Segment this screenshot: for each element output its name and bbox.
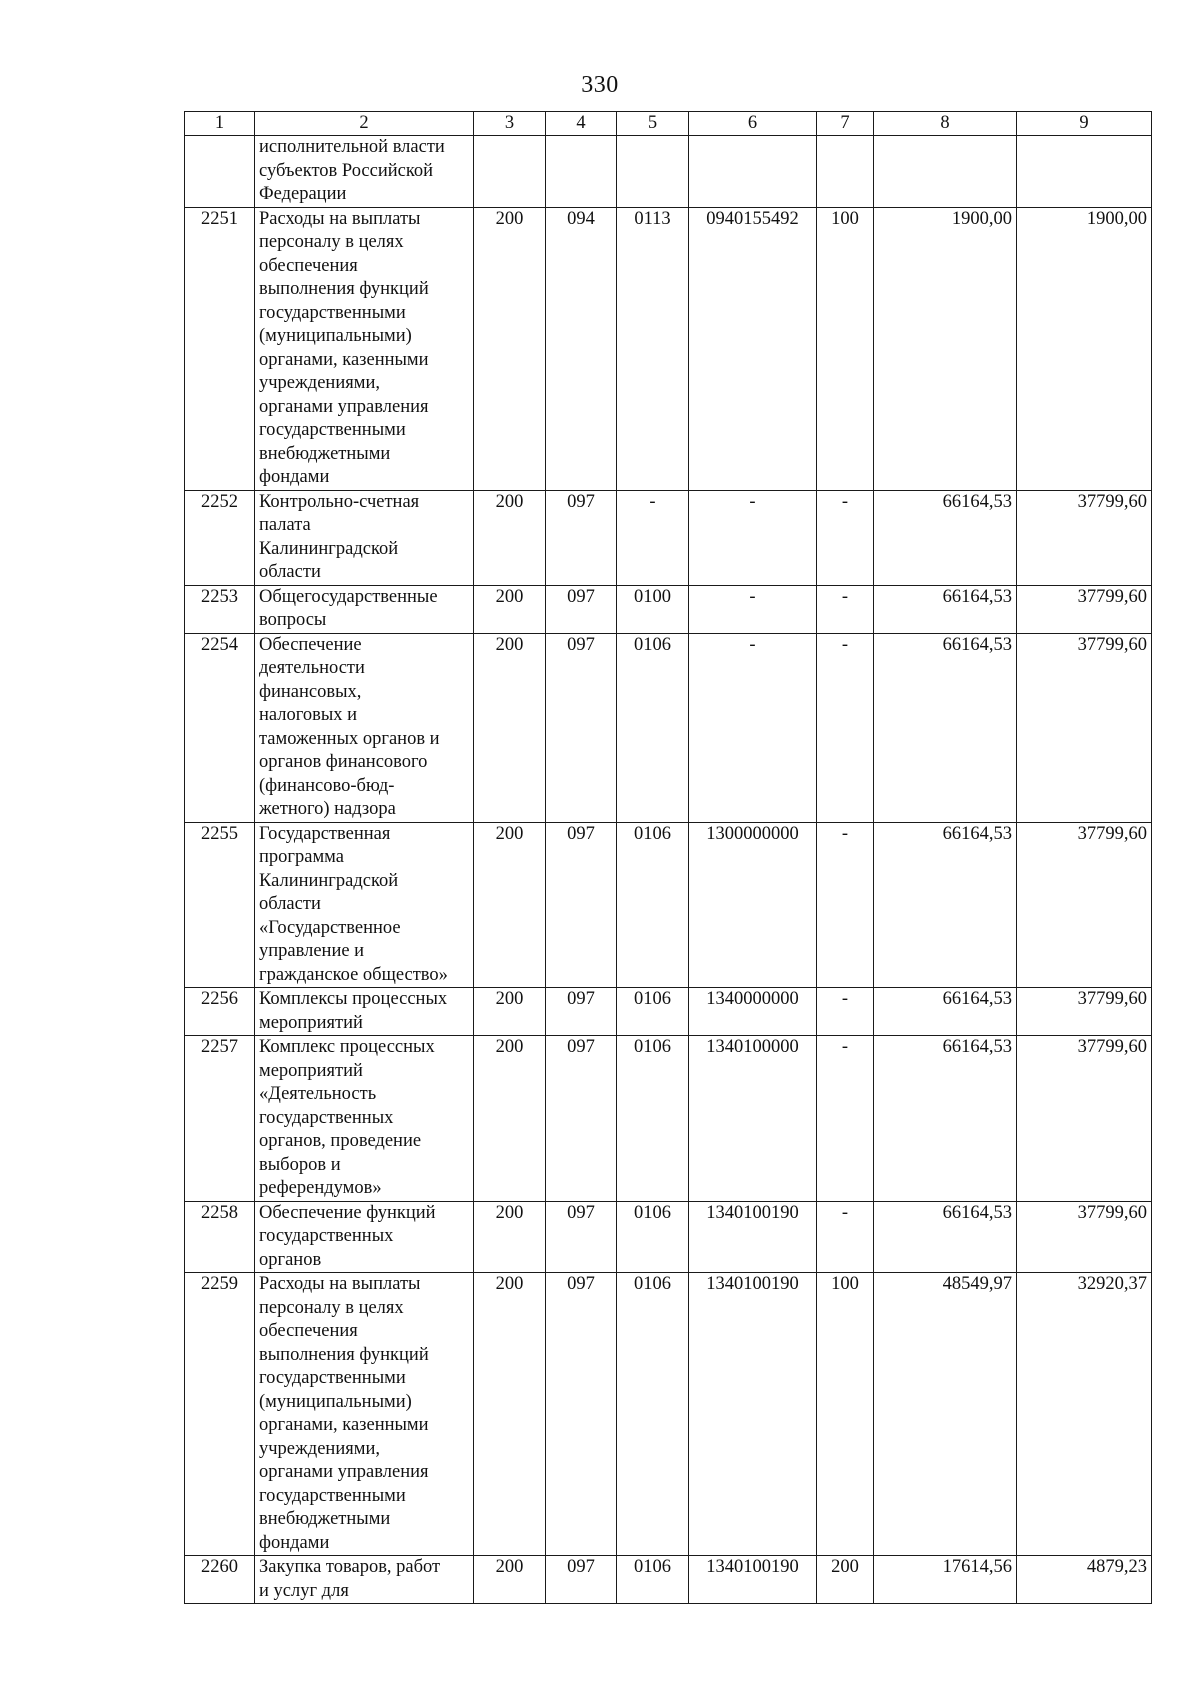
amount-cell-9: 37799,60 — [1017, 822, 1152, 988]
table-row — [185, 1273, 1152, 1556]
row-name-line: референдумов» — [259, 1178, 382, 1198]
row-name-line: налоговых и — [259, 705, 358, 725]
row-name-line: Обеспечение — [259, 634, 362, 655]
row-number-cell: 2256 — [185, 988, 255, 1036]
code-cell-6: 1340100190 — [689, 1556, 817, 1604]
column-header: 2 — [255, 112, 474, 136]
page-number: 330 — [581, 72, 619, 98]
column-header: 5 — [617, 112, 689, 136]
row-name-line: органов финансового — [259, 752, 428, 772]
row-number-cell: 2257 — [185, 1036, 255, 1202]
code-cell-6 — [689, 136, 817, 208]
code-cell-7: - — [817, 988, 874, 1036]
row-name-cell — [255, 633, 474, 822]
row-name-cell — [255, 585, 474, 633]
code-cell-6: 1340100190 — [689, 1201, 817, 1273]
amount-cell-9: 37799,60 — [1017, 633, 1152, 822]
row-name-line: «Государственное — [259, 917, 401, 938]
code-cell-5: 0100 — [617, 585, 689, 633]
code-cell-3: 200 — [474, 1273, 546, 1556]
row-name-line: персоналу в целях — [259, 232, 404, 252]
code-cell-3: 200 — [474, 585, 546, 633]
column-header: 9 — [1017, 112, 1152, 136]
row-name-line: персоналу в целях — [259, 1297, 404, 1318]
code-cell-6: 0940155492 — [689, 207, 817, 490]
code-cell-7: - — [817, 822, 874, 988]
row-name-line: деятельности — [259, 658, 365, 678]
row-name-line: государственными — [259, 1368, 406, 1388]
code-cell-4: 097 — [546, 822, 617, 988]
row-number-cell: 2255 — [185, 822, 255, 988]
code-cell-3: 200 — [474, 1201, 546, 1273]
row-name-line: государственными — [259, 1485, 406, 1506]
table-row — [185, 207, 1152, 490]
row-name-line: субъектов Российской — [259, 160, 434, 181]
column-header: 8 — [874, 112, 1017, 136]
code-cell-4 — [546, 136, 617, 208]
row-name-line: государственными — [259, 420, 406, 440]
table-row — [185, 988, 1152, 1036]
code-cell-3: 200 — [474, 822, 546, 988]
row-name-cell — [255, 988, 474, 1036]
row-name-line: органами управления — [259, 1462, 429, 1482]
code-cell-7: - — [817, 585, 874, 633]
row-name-line: (муниципальными) — [259, 1391, 412, 1412]
table-row — [185, 822, 1152, 988]
amount-cell-9: 37799,60 — [1017, 490, 1152, 585]
row-name-line: учреждениями, — [259, 373, 380, 393]
row-name-line: жетного) надзора — [259, 799, 396, 819]
row-name-line: программа — [259, 847, 344, 867]
code-cell-6: 1340100190 — [689, 1273, 817, 1556]
amount-cell-8: 48549,97 — [874, 1273, 1017, 1556]
row-name-line: органами, казенными — [259, 349, 429, 370]
code-cell-4: 097 — [546, 585, 617, 633]
amount-cell-9: 37799,60 — [1017, 585, 1152, 633]
amount-cell-8: 66164,53 — [874, 585, 1017, 633]
row-name-line: мероприятий — [259, 1060, 363, 1081]
table-row — [185, 633, 1152, 822]
row-name-line: государственных — [259, 1226, 394, 1246]
code-cell-5: 0106 — [617, 1036, 689, 1202]
code-cell-7: 100 — [817, 1273, 874, 1556]
row-name-line: выполнения функций — [259, 1344, 429, 1365]
code-cell-5: 0106 — [617, 1273, 689, 1556]
code-cell-3: 200 — [474, 490, 546, 585]
amount-cell-8: 66164,53 — [874, 1036, 1017, 1202]
code-cell-4: 097 — [546, 1036, 617, 1202]
amount-cell-9: 4879,23 — [1017, 1556, 1152, 1604]
amount-cell-9: 1900,00 — [1017, 207, 1152, 490]
row-number-cell: 2260 — [185, 1556, 255, 1604]
budget-table — [184, 111, 1152, 1604]
code-cell-7: - — [817, 490, 874, 585]
row-name-line: управление и — [259, 941, 365, 961]
code-cell-3: 200 — [474, 207, 546, 490]
row-name-line: гражданское общество» — [259, 964, 448, 985]
row-name-line: палата — [259, 515, 311, 535]
table-header-row — [185, 112, 1152, 136]
row-name-cell — [255, 1273, 474, 1556]
row-name-line: Расходы на выплаты — [259, 208, 421, 229]
code-cell-4: 097 — [546, 1273, 617, 1556]
row-name-line: и услуг для — [259, 1580, 349, 1601]
row-name-line: исполнительной власти — [259, 137, 445, 157]
amount-cell-9: 37799,60 — [1017, 1201, 1152, 1273]
code-cell-7: - — [817, 633, 874, 822]
row-name-line: таможенных органов и — [259, 728, 440, 749]
row-name-cell — [255, 822, 474, 988]
row-name-line: вопросы — [259, 610, 327, 630]
row-name-line: области — [259, 894, 321, 914]
code-cell-7: - — [817, 1201, 874, 1273]
amount-cell-9: 37799,60 — [1017, 988, 1152, 1036]
table-row — [185, 1556, 1152, 1604]
row-name-line: Комплексы процессных — [259, 989, 448, 1009]
code-cell-6: - — [689, 633, 817, 822]
code-cell-5: 0106 — [617, 633, 689, 822]
row-name-line: выборов и — [259, 1154, 341, 1175]
code-cell-6: 1300000000 — [689, 822, 817, 988]
row-name-cell — [255, 490, 474, 585]
row-name-line: органами, казенными — [259, 1415, 429, 1435]
code-cell-6: - — [689, 585, 817, 633]
row-name-line: фондами — [259, 467, 330, 487]
row-name-line: Государственная — [259, 823, 391, 844]
row-name-line: Закупка товаров, работ — [259, 1557, 441, 1577]
column-header: 1 — [185, 112, 255, 136]
code-cell-4: 094 — [546, 207, 617, 490]
amount-cell-8: 17614,56 — [874, 1556, 1017, 1604]
row-number-cell — [185, 136, 255, 208]
table-row — [185, 585, 1152, 633]
code-cell-3: 200 — [474, 633, 546, 822]
row-name-line: выполнения функций — [259, 279, 429, 299]
amount-cell-8 — [874, 136, 1017, 208]
row-number-cell: 2254 — [185, 633, 255, 822]
code-cell-4: 097 — [546, 490, 617, 585]
row-name-line: (финансово-бюд- — [259, 775, 395, 796]
row-name-cell — [255, 1201, 474, 1273]
row-name-cell — [255, 207, 474, 490]
row-name-line: финансовых, — [259, 681, 362, 702]
code-cell-3 — [474, 136, 546, 208]
row-number-cell: 2251 — [185, 207, 255, 490]
table-row — [185, 1201, 1152, 1273]
row-name-cell — [255, 1036, 474, 1202]
row-name-line: Комплекс процессных — [259, 1037, 435, 1057]
row-name-line: (муниципальными) — [259, 326, 412, 346]
row-name-line: Расходы на выплаты — [259, 1274, 421, 1294]
code-cell-5: 0106 — [617, 1201, 689, 1273]
row-name-line: внебюджетными — [259, 1509, 391, 1529]
row-name-line: Контрольно-счетная — [259, 491, 420, 512]
column-header: 7 — [817, 112, 874, 136]
code-cell-5: 0106 — [617, 988, 689, 1036]
amount-cell-9: 32920,37 — [1017, 1273, 1152, 1556]
row-name-line: области — [259, 562, 321, 582]
code-cell-4: 097 — [546, 988, 617, 1036]
code-cell-7 — [817, 136, 874, 208]
amount-cell-8: 66164,53 — [874, 633, 1017, 822]
row-name-line: государственными — [259, 302, 406, 323]
code-cell-5: 0106 — [617, 1556, 689, 1604]
row-name-line: «Деятельность — [259, 1084, 377, 1104]
row-name-line: Калининградской — [259, 538, 399, 559]
row-name-line: фондами — [259, 1532, 330, 1553]
row-name-line: Обеспечение функций — [259, 1202, 436, 1223]
code-cell-5 — [617, 136, 689, 208]
code-cell-4: 097 — [546, 633, 617, 822]
amount-cell-8: 66164,53 — [874, 822, 1017, 988]
column-header: 4 — [546, 112, 617, 136]
row-number-cell: 2259 — [185, 1273, 255, 1556]
code-cell-4: 097 — [546, 1556, 617, 1604]
table-row — [185, 136, 1152, 208]
code-cell-6: 1340100000 — [689, 1036, 817, 1202]
amount-cell-9: 37799,60 — [1017, 1036, 1152, 1202]
row-name-line: государственных — [259, 1107, 394, 1128]
row-number-cell: 2258 — [185, 1201, 255, 1273]
amount-cell-8: 66164,53 — [874, 988, 1017, 1036]
row-name-line: учреждениями, — [259, 1438, 380, 1459]
row-name-line: Общегосударственные — [259, 586, 438, 607]
row-name-line: Федерации — [259, 184, 347, 204]
row-name-line: органами управления — [259, 396, 429, 417]
amount-cell-8: 66164,53 — [874, 1201, 1017, 1273]
column-header: 3 — [474, 112, 546, 136]
table-row — [185, 1036, 1152, 1202]
row-number-cell: 2253 — [185, 585, 255, 633]
code-cell-3: 200 — [474, 1036, 546, 1202]
code-cell-5: - — [617, 490, 689, 585]
amount-cell-8: 1900,00 — [874, 207, 1017, 490]
row-name-line: обеспечения — [259, 255, 358, 276]
row-name-line: органов, проведение — [259, 1131, 422, 1151]
code-cell-6: 1340000000 — [689, 988, 817, 1036]
code-cell-5: 0106 — [617, 822, 689, 988]
amount-cell-9 — [1017, 136, 1152, 208]
code-cell-7: 200 — [817, 1556, 874, 1604]
code-cell-3: 200 — [474, 988, 546, 1036]
code-cell-7: 100 — [817, 207, 874, 490]
row-name-cell — [255, 136, 474, 208]
amount-cell-8: 66164,53 — [874, 490, 1017, 585]
table-row — [185, 490, 1152, 585]
code-cell-4: 097 — [546, 1201, 617, 1273]
row-name-line: органов — [259, 1249, 322, 1270]
code-cell-7: - — [817, 1036, 874, 1202]
code-cell-5: 0113 — [617, 207, 689, 490]
row-name-line: Калининградской — [259, 870, 399, 891]
code-cell-3: 200 — [474, 1556, 546, 1604]
row-name-line: мероприятий — [259, 1012, 363, 1033]
code-cell-6: - — [689, 490, 817, 585]
row-name-line: обеспечения — [259, 1321, 358, 1341]
column-header: 6 — [689, 112, 817, 136]
row-number-cell: 2252 — [185, 490, 255, 585]
row-name-cell — [255, 1556, 474, 1604]
row-name-line: внебюджетными — [259, 443, 391, 464]
